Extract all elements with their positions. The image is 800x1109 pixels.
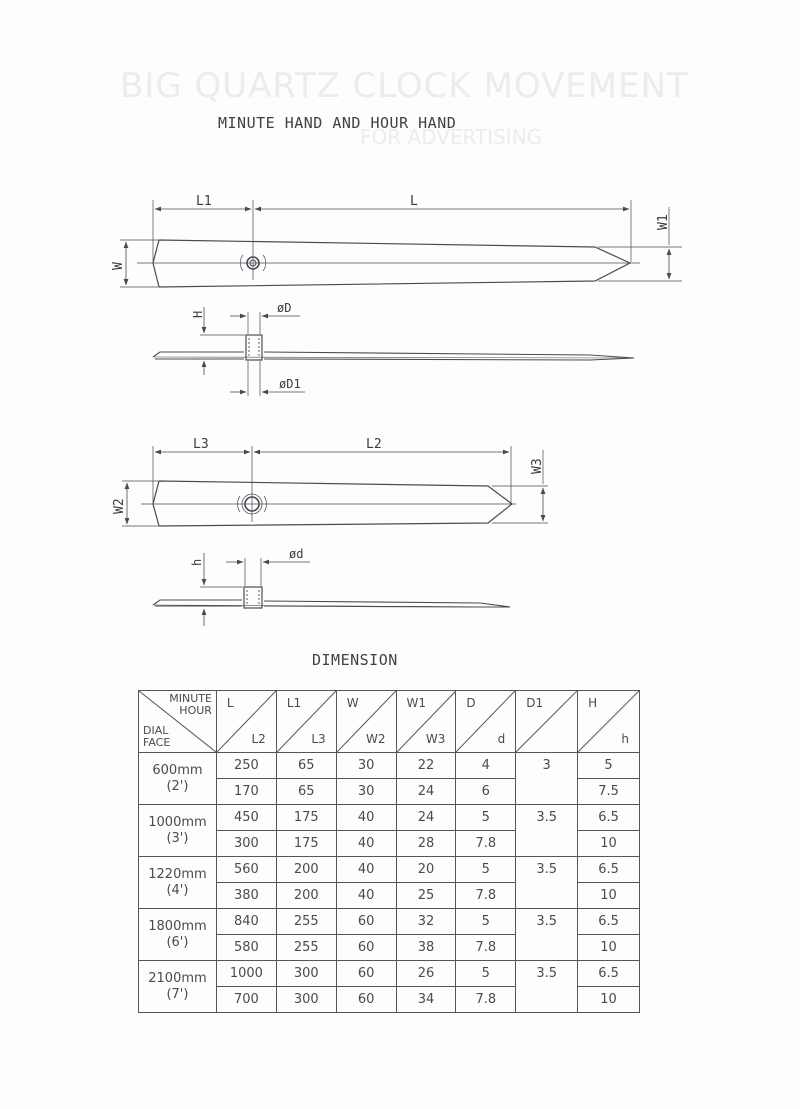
cell-l: 1000 [216,961,276,987]
corner-minute: MINUTE [169,692,212,705]
cell-d: 4 [456,753,516,779]
cell-w3: 34 [396,987,456,1013]
cell-l1: 65 [276,753,336,779]
label-l3: L3 [193,437,209,452]
dial-face-mm: 600mm [152,762,203,778]
table-row-minute [139,857,640,883]
cell-d1: 3 [516,753,578,805]
label-w2: W2 [112,498,127,514]
cell-l: 840 [216,909,276,935]
corner-hour: HOUR [179,704,212,717]
cell-h: 6.5 [578,961,640,987]
column-header-w: W W2 [336,691,396,753]
dial-face-cell [139,857,217,909]
label-l1: L1 [196,194,212,209]
cell-w3: 24 [396,779,456,805]
dial-face-mm: 1800mm [148,918,207,934]
cell-l2: 700 [216,987,276,1013]
cell-d: 5 [456,961,516,987]
cell-h-small: 10 [578,935,640,961]
cell-h: 5 [578,753,640,779]
dial-face-mm: 1220mm [148,866,207,882]
cell-d: 5 [456,805,516,831]
dial-face-ft: (2') [166,778,189,794]
label-w: W [111,262,126,270]
label-diam-d-small: ød [289,547,304,561]
table-row-minute [139,805,640,831]
cell-l3: 175 [276,831,336,857]
label-l2: L2 [366,437,382,452]
column-header-l: L L2 [216,691,276,753]
cell-d-small: 7.8 [456,831,516,857]
cell-l2: 300 [216,831,276,857]
corner-face: FACE [143,736,171,749]
cell-w1: 32 [396,909,456,935]
label-h-small: h [190,558,204,566]
label-h: H [191,310,205,318]
label-w1: W1 [656,214,671,230]
cell-w1: 26 [396,961,456,987]
cell-w1: 24 [396,805,456,831]
cell-h: 6.5 [578,909,640,935]
cell-l1: 175 [276,805,336,831]
dimension-table [138,690,640,1013]
dial-face-ft: (4') [166,882,189,898]
cell-l3: 65 [276,779,336,805]
cell-w: 40 [336,805,396,831]
label-diam-d: øD [277,301,292,315]
cell-w2: 60 [336,935,396,961]
minute-hand-side-view [153,307,634,396]
dial-face-ft: (6') [166,934,189,950]
hour-hand-side-view [153,553,510,626]
cell-d1: 3.5 [516,961,578,1013]
dial-face-ft: (7') [166,986,189,1002]
cell-w3: 38 [396,935,456,961]
dial-face-ft: (3') [166,830,189,846]
cell-w: 40 [336,857,396,883]
show-through-subheading: FOR ADVERTISING [360,125,543,149]
dial-face-cell [139,805,217,857]
cell-l2: 380 [216,883,276,909]
cell-l: 250 [216,753,276,779]
cell-l3: 200 [276,883,336,909]
dial-face-cell [139,753,217,805]
cell-d-small: 7.8 [456,935,516,961]
corner-dial: DIAL [143,724,169,737]
cell-h-small: 10 [578,883,640,909]
cell-w2: 30 [336,779,396,805]
cell-l1: 200 [276,857,336,883]
cell-w3: 25 [396,883,456,909]
column-header-d1: D1 [516,691,578,753]
cell-l: 450 [216,805,276,831]
cell-l2: 580 [216,935,276,961]
cell-l3: 300 [276,987,336,1013]
cell-l: 560 [216,857,276,883]
cell-d1: 3.5 [516,805,578,857]
cell-w: 60 [336,961,396,987]
cell-l3: 255 [276,935,336,961]
cell-d1: 3.5 [516,909,578,961]
show-through-heading: BIG QUARTZ CLOCK MOVEMENT [120,66,689,106]
cell-l2: 170 [216,779,276,805]
table-row-minute [139,753,640,779]
column-header-w1: W1 W3 [396,691,456,753]
cell-h-small: 7.5 [578,779,640,805]
cell-w1: 20 [396,857,456,883]
dial-face-mm: 2100mm [148,970,207,986]
table-header-row [139,691,640,753]
cell-l1: 300 [276,961,336,987]
label-w3: W3 [530,458,545,474]
column-header-d: D d [456,691,516,753]
column-header-h: H h [578,691,640,753]
cell-w: 60 [336,909,396,935]
cell-w2: 40 [336,883,396,909]
cell-h: 6.5 [578,857,640,883]
cell-w: 30 [336,753,396,779]
cell-w2: 40 [336,831,396,857]
cell-l1: 255 [276,909,336,935]
dial-face-cell [139,909,217,961]
corner-header [139,691,217,753]
cell-d-small: 7.8 [456,883,516,909]
cell-w3: 28 [396,831,456,857]
minute-hand-top-view [120,200,682,287]
label-diam-d1: øD1 [279,377,301,391]
cell-h-small: 10 [578,987,640,1013]
cell-d: 5 [456,909,516,935]
column-header-l1: L1 L3 [276,691,336,753]
drawing-title: MINUTE HAND AND HOUR HAND [218,114,457,132]
cell-d: 5 [456,857,516,883]
label-l: L [410,194,418,209]
cell-w2: 60 [336,987,396,1013]
table-row-minute [139,909,640,935]
cell-w1: 22 [396,753,456,779]
cell-d1: 3.5 [516,857,578,909]
dial-face-cell [139,961,217,1013]
dial-face-mm: 1000mm [148,814,207,830]
hour-hand-top-view [122,446,548,526]
cell-h: 6.5 [578,805,640,831]
cell-d-small: 7.8 [456,987,516,1013]
dimension-title: DIMENSION [312,651,398,669]
cell-h-small: 10 [578,831,640,857]
cell-d-small: 6 [456,779,516,805]
table-row-minute [139,961,640,987]
